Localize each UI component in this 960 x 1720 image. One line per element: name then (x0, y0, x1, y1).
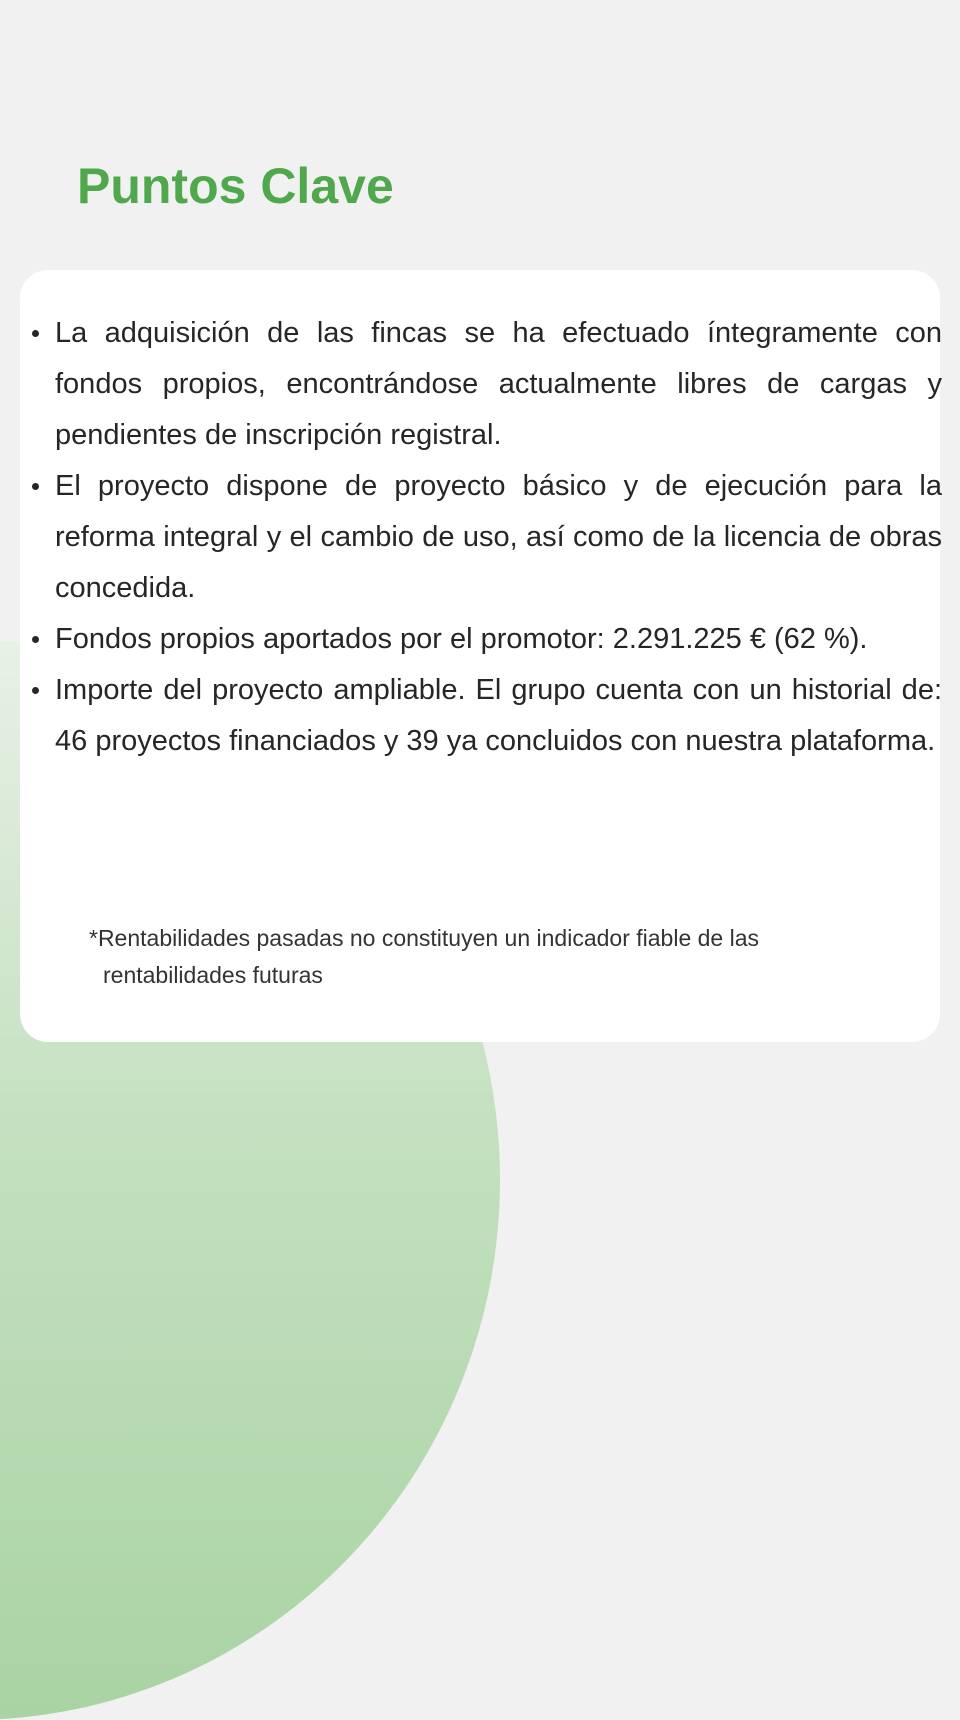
point-text: Importe del proyecto ampliable. El grupo cuenta con un historial de: 46 proyectos financiados y 39 ya concluidos con nuestra plataforma. (55, 674, 942, 757)
bullet-icon (32, 687, 39, 694)
point-text: El proyecto dispone de proyecto básico y de ejecución para la reforma integral y el cambio de uso, así como de la licencia de obras concedida. (55, 470, 942, 604)
point-text: La adquisición de las fincas se ha efectuado íntegramente con fondos propios, encontrándose actualmente libres de cargas y pendientes de inscripción registral. (55, 317, 942, 451)
list-item (55, 308, 942, 461)
list-item (55, 665, 942, 767)
list-item (55, 614, 942, 665)
disclaimer-line-1: *Rentabilidades pasadas no constituyen un indicador fiable de las (89, 925, 760, 951)
point-text: Fondos propios aportados por el promotor: 2.291.225 € (62 %). (55, 623, 868, 655)
disclaimer-line-2: rentabilidades futuras (103, 962, 323, 988)
key-points-list (55, 308, 942, 767)
key-points-card (20, 270, 940, 1042)
page-title: Puntos Clave (77, 158, 394, 214)
bullet-icon (32, 636, 39, 643)
bullet-icon (32, 483, 39, 490)
bullet-icon (32, 330, 39, 337)
list-item (55, 461, 942, 614)
disclaimer-note (89, 920, 879, 994)
